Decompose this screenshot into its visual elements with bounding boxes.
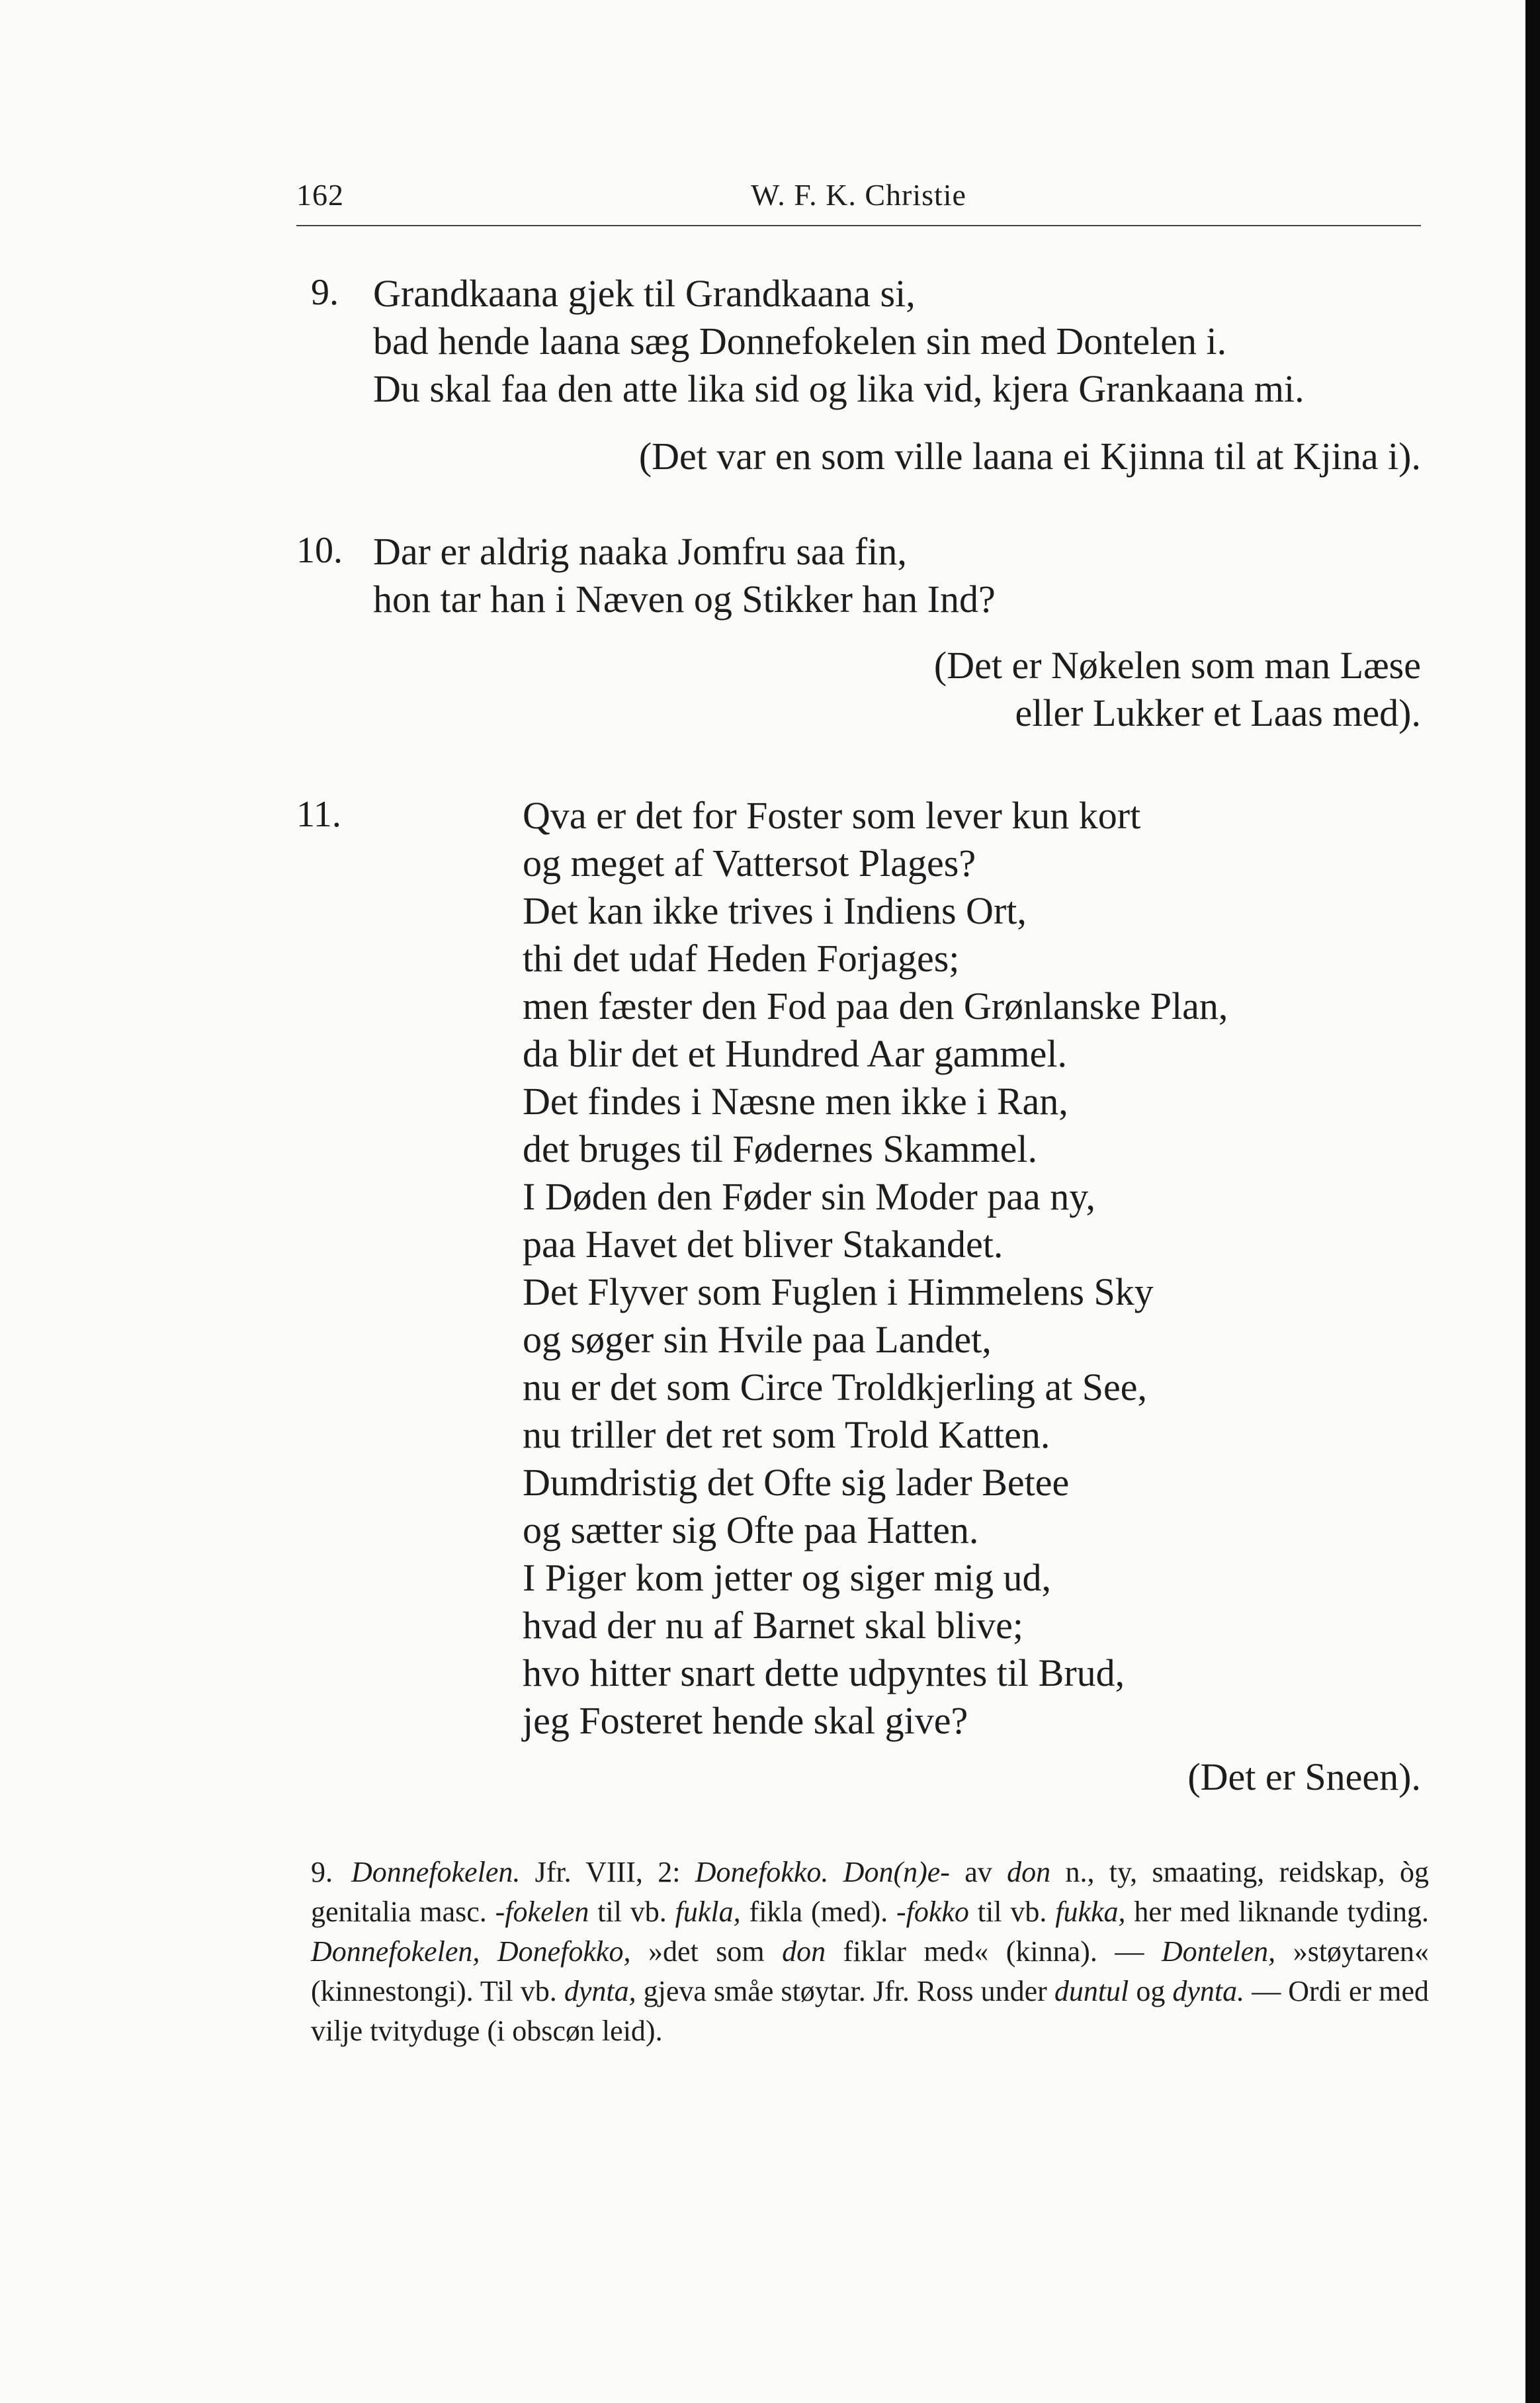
verse-line: Det findes i Næsne men ikke i Ran, [523, 1080, 1068, 1123]
scan-edge [1525, 0, 1540, 2403]
verse-line: paa Havet det bliver Stakandet. [523, 1223, 1004, 1266]
riddle-11-verse [523, 792, 1228, 1745]
riddle-answer: (Det var en som ville laana ei Kjinna til at Kjina i). [638, 435, 1421, 478]
running-title: W. F. K. Christie [751, 178, 966, 212]
footnote-segment: fikla (med). [740, 1896, 896, 1928]
footnote-number: 9. [311, 1856, 333, 1888]
verse-line: nu triller det ret som Trold Katten. [523, 1413, 1050, 1456]
footnote-term: don [782, 1935, 826, 1968]
footnote-term: -fokelen [495, 1896, 589, 1928]
verse-line: og søger sin Hvile paa Landet, [523, 1318, 992, 1361]
footnote-term: Donnefokelen. [351, 1856, 521, 1888]
footnote-term: don [1007, 1856, 1051, 1888]
footnote-segment: »støytaren« (kinnestongi). Til vb. [311, 1935, 1429, 2007]
verse-line: I Piger kom jetter og siger mig ud, [523, 1556, 1051, 1599]
riddle-answer: eller Lukker et Laas med). [1015, 691, 1421, 734]
footnote-term: Donnefokelen, Donefokko, [311, 1935, 631, 1968]
footnote-segment: »det som [630, 1935, 783, 1968]
verse-line: thi det udaf Heden Forjages; [523, 937, 960, 980]
footnote-segment: n., ty, smaating, reidskap, òg genitalia masc. [311, 1856, 1429, 1928]
riddle-number: 10. [296, 530, 343, 571]
verse-line: Qva er det for Foster som lever kun kort [523, 794, 1141, 837]
footnote-text [311, 1856, 1429, 2047]
footnote-term: dynta. [1172, 1975, 1245, 2007]
footnote-term: fukla, [675, 1896, 741, 1928]
verse-line: I Døden den Føder sin Moder paa ny, [523, 1175, 1096, 1218]
footnote-term: -fokko [896, 1896, 969, 1928]
footnote-segment: av [949, 1856, 1007, 1888]
header-rule [296, 225, 1421, 226]
verse-line: da blir det et Hundred Aar gammel. [523, 1032, 1068, 1075]
riddle-number: 11. [296, 794, 341, 835]
page-number: 162 [296, 178, 344, 212]
footnote-segment: Jfr. VIII, 2: [520, 1856, 695, 1888]
verse-line: nu er det som Circe Troldkjerling at See, [523, 1366, 1147, 1409]
footnote-term: fukka, [1055, 1896, 1126, 1928]
verse-line: men fæster den Fod paa den Grønlanske Plan, [523, 984, 1228, 1027]
footnote-segment: og [1129, 1975, 1173, 2007]
riddle-number: 9. [311, 272, 339, 313]
verse-line: Dar er aldrig naaka Jomfru saa fin, [373, 530, 907, 573]
verse-line: hvo hitter snart dette udpyntes til Brud, [523, 1651, 1125, 1694]
verse-line: og sætter sig Ofte paa Hatten. [523, 1508, 979, 1551]
footnote-segment: her med liknande tyding. [1125, 1896, 1429, 1928]
verse-line: hon tar han i Næven og Stikker han Ind? [373, 578, 996, 621]
riddle-answer: (Det er Nøkelen som man Læse [933, 644, 1421, 687]
verse-line: hvad der nu af Barnet skal blive; [523, 1604, 1023, 1647]
footnote-term: Donefokko. Don(n)e- [695, 1856, 950, 1888]
footnote-segment: til vb. [589, 1896, 675, 1928]
footnote-term: Dontelen, [1161, 1935, 1276, 1968]
verse-line: bad hende laana sæg Donnefokelen sin med Dontelen i. [373, 320, 1227, 363]
footnote-term: dynta, [564, 1975, 636, 2007]
verse-line: jeg Fosteret hende skal give? [523, 1699, 968, 1742]
footnote-segment: til vb. [968, 1896, 1056, 1928]
verse-line: Grandkaana gjek til Grandkaana si, [373, 272, 916, 315]
page-header [296, 177, 1421, 230]
verse-line: det bruges til Fødernes Skammel. [523, 1127, 1038, 1170]
verse-line: Du skal faa den atte lika sid og lika vid, kjera Grankaana mi. [373, 367, 1305, 410]
verse-line: og meget af Vattersot Plages? [523, 842, 976, 885]
verse-line: Dumdristig det Ofte sig lader Betee [523, 1461, 1070, 1504]
verse-line: Det kan ikke trives i Indiens Ort, [523, 889, 1027, 932]
verse-line: Det Flyver som Fuglen i Himmelens Sky [523, 1270, 1154, 1313]
footnote-term: duntul [1054, 1975, 1129, 2007]
riddle-answer: (Det er Sneen). [1187, 1755, 1421, 1798]
footnote-segment: gjeva småe støytar. Jfr. Ross under [636, 1975, 1054, 2007]
footnote [311, 1853, 1429, 2051]
footnote-segment: — Ordi er med vilje tvityduge (i obscøn leid). [311, 1975, 1429, 2047]
footnote-segment: fiklar med« (kinna). — [826, 1935, 1162, 1968]
